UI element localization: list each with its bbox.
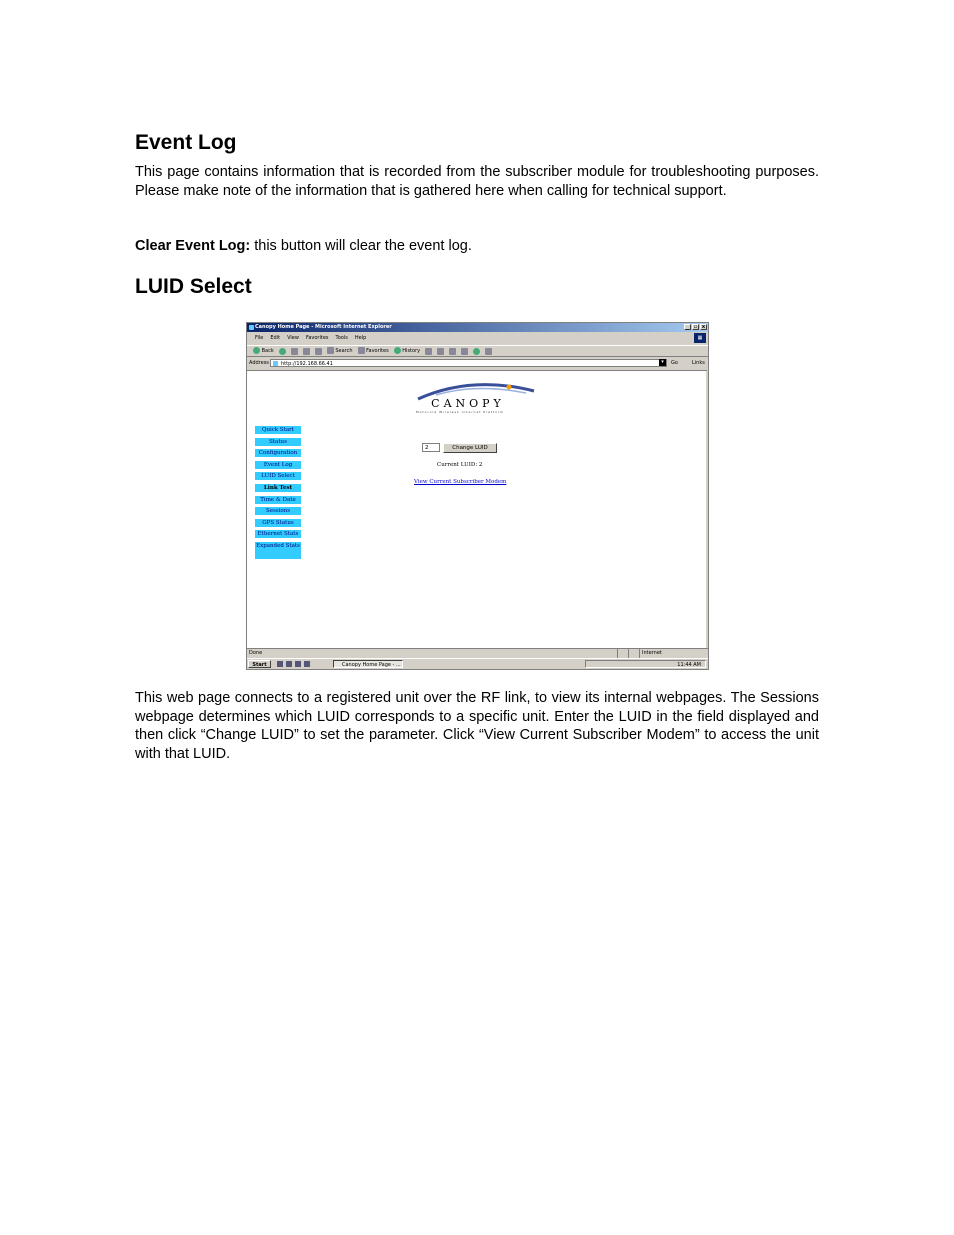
event-log-body: This page contains information that is recorded from the subscriber module for troubleshooting purposes. Please make note of the information that is gathered here when calling for technical support. [135,164,819,199]
side-nav [255,426,301,563]
change-luid-button[interactable]: Change LUID [443,443,497,453]
nav-configuration[interactable]: Configuration [255,449,301,457]
luid-input[interactable]: 2 [422,443,440,452]
nav-expanded-stats[interactable]: Expanded Stats [255,542,301,559]
menu-favorites[interactable]: Favorites [305,335,329,341]
address-bar [247,358,708,369]
browser-screenshot [246,322,709,670]
logo-word: CANOPY [431,397,505,410]
browser-toolbar [247,345,708,357]
favorites-icon [358,347,365,354]
nav-link-test[interactable]: Link Test [255,484,301,492]
help-icon[interactable] [473,348,480,355]
back-button[interactable]: Back [253,345,274,357]
scrollbar[interactable] [706,371,707,648]
history-button[interactable]: History [394,345,420,357]
nav-luid-select[interactable]: LUID Select [255,472,301,480]
logo-tagline: Motorola Wireless Internet Platform [416,410,505,414]
app-icon[interactable] [304,661,310,667]
menu-view[interactable]: View [287,335,299,341]
history-icon [394,347,401,354]
window-title: Canopy Home Page - Microsoft Internet Explorer [255,324,392,330]
luid-select-description [135,689,819,763]
quick-launch [277,661,310,667]
status-divider [628,649,629,658]
address-dropdown-icon[interactable]: ▾ [659,359,666,366]
mail-icon[interactable] [425,348,432,355]
view-subscriber-modem-link[interactable]: View Current Subscriber Modem [414,479,507,485]
home-icon[interactable] [315,348,322,355]
current-luid-text: Current LUID: 2 [437,462,483,468]
nav-time-date[interactable]: Time & Date [255,496,301,504]
clear-event-log-note [135,237,819,256]
refresh-icon[interactable] [303,348,310,355]
window-titlebar [247,323,708,332]
luid-select-body: This web page connects to a registered unit over the RF link, to view its internal webpages. The Sessions webpage determines which LUID corresponds to a specific unit. Enter the LUID in the field displayed and then click “Change LUID” to set the parameter. Click “View Current Subscriber Modem” to access the unit with that LUID. [135,690,819,762]
stop-icon[interactable] [291,348,298,355]
search-icon [327,347,334,354]
edit-icon[interactable] [449,348,456,355]
canopy-logo [412,381,542,417]
status-text: Done [249,650,263,656]
nav-gps-status[interactable]: GPS Status [255,519,301,527]
nav-ethernet-stats[interactable]: Ethernet Stats [255,530,301,538]
clear-event-log-label: Clear Event Log: [135,238,251,254]
clear-event-log-text: this button will clear the event log. [250,238,472,254]
taskbar [247,658,708,670]
discuss-icon[interactable] [461,348,468,355]
nav-event-log[interactable]: Event Log [255,461,301,469]
menu-tools[interactable]: Tools [335,335,348,341]
zone-text: Internet [639,649,662,658]
forward-arrow-icon[interactable] [279,348,286,355]
nav-status[interactable]: Status [255,438,301,446]
start-button[interactable]: Start [248,660,271,668]
print-icon[interactable] [437,348,444,355]
page-content [247,370,707,648]
maximize-button[interactable]: ▫ [693,324,698,330]
ie-quick-icon[interactable] [286,661,292,667]
menu-bar [247,334,708,343]
luid-select-heading: LUID Select [135,275,252,298]
event-log-heading: Event Log [135,131,237,154]
status-bar [247,648,708,658]
desktop-icon[interactable] [277,661,283,667]
menu-help[interactable]: Help [354,335,367,341]
clock: 11:44 AM [677,662,701,668]
back-arrow-icon [253,347,260,354]
favorites-button[interactable]: Favorites [358,345,389,357]
address-input[interactable]: http://192.168.66.41 [270,359,667,367]
links-button[interactable]: Links [692,360,705,366]
status-divider [617,649,618,658]
outlook-icon[interactable] [295,661,301,667]
nav-sessions[interactable]: Sessions [255,507,301,515]
nav-quick-start[interactable]: Quick Start [255,426,301,434]
search-button[interactable]: Search [327,345,353,357]
system-tray [585,660,706,668]
menu-file[interactable]: File [255,335,264,341]
ie-icon [249,325,254,330]
taskbar-item[interactable]: Canopy Home Page - ... [333,660,403,668]
go-button[interactable]: Go [671,360,678,366]
menu-edit[interactable]: Edit [270,335,281,341]
event-log-description [135,163,819,200]
messenger-icon[interactable] [485,348,492,355]
windows-logo-icon: ▦ [694,333,706,343]
close-button[interactable]: x [701,324,706,330]
address-label: Address [249,360,269,366]
minimize-button[interactable]: _ [684,324,691,330]
